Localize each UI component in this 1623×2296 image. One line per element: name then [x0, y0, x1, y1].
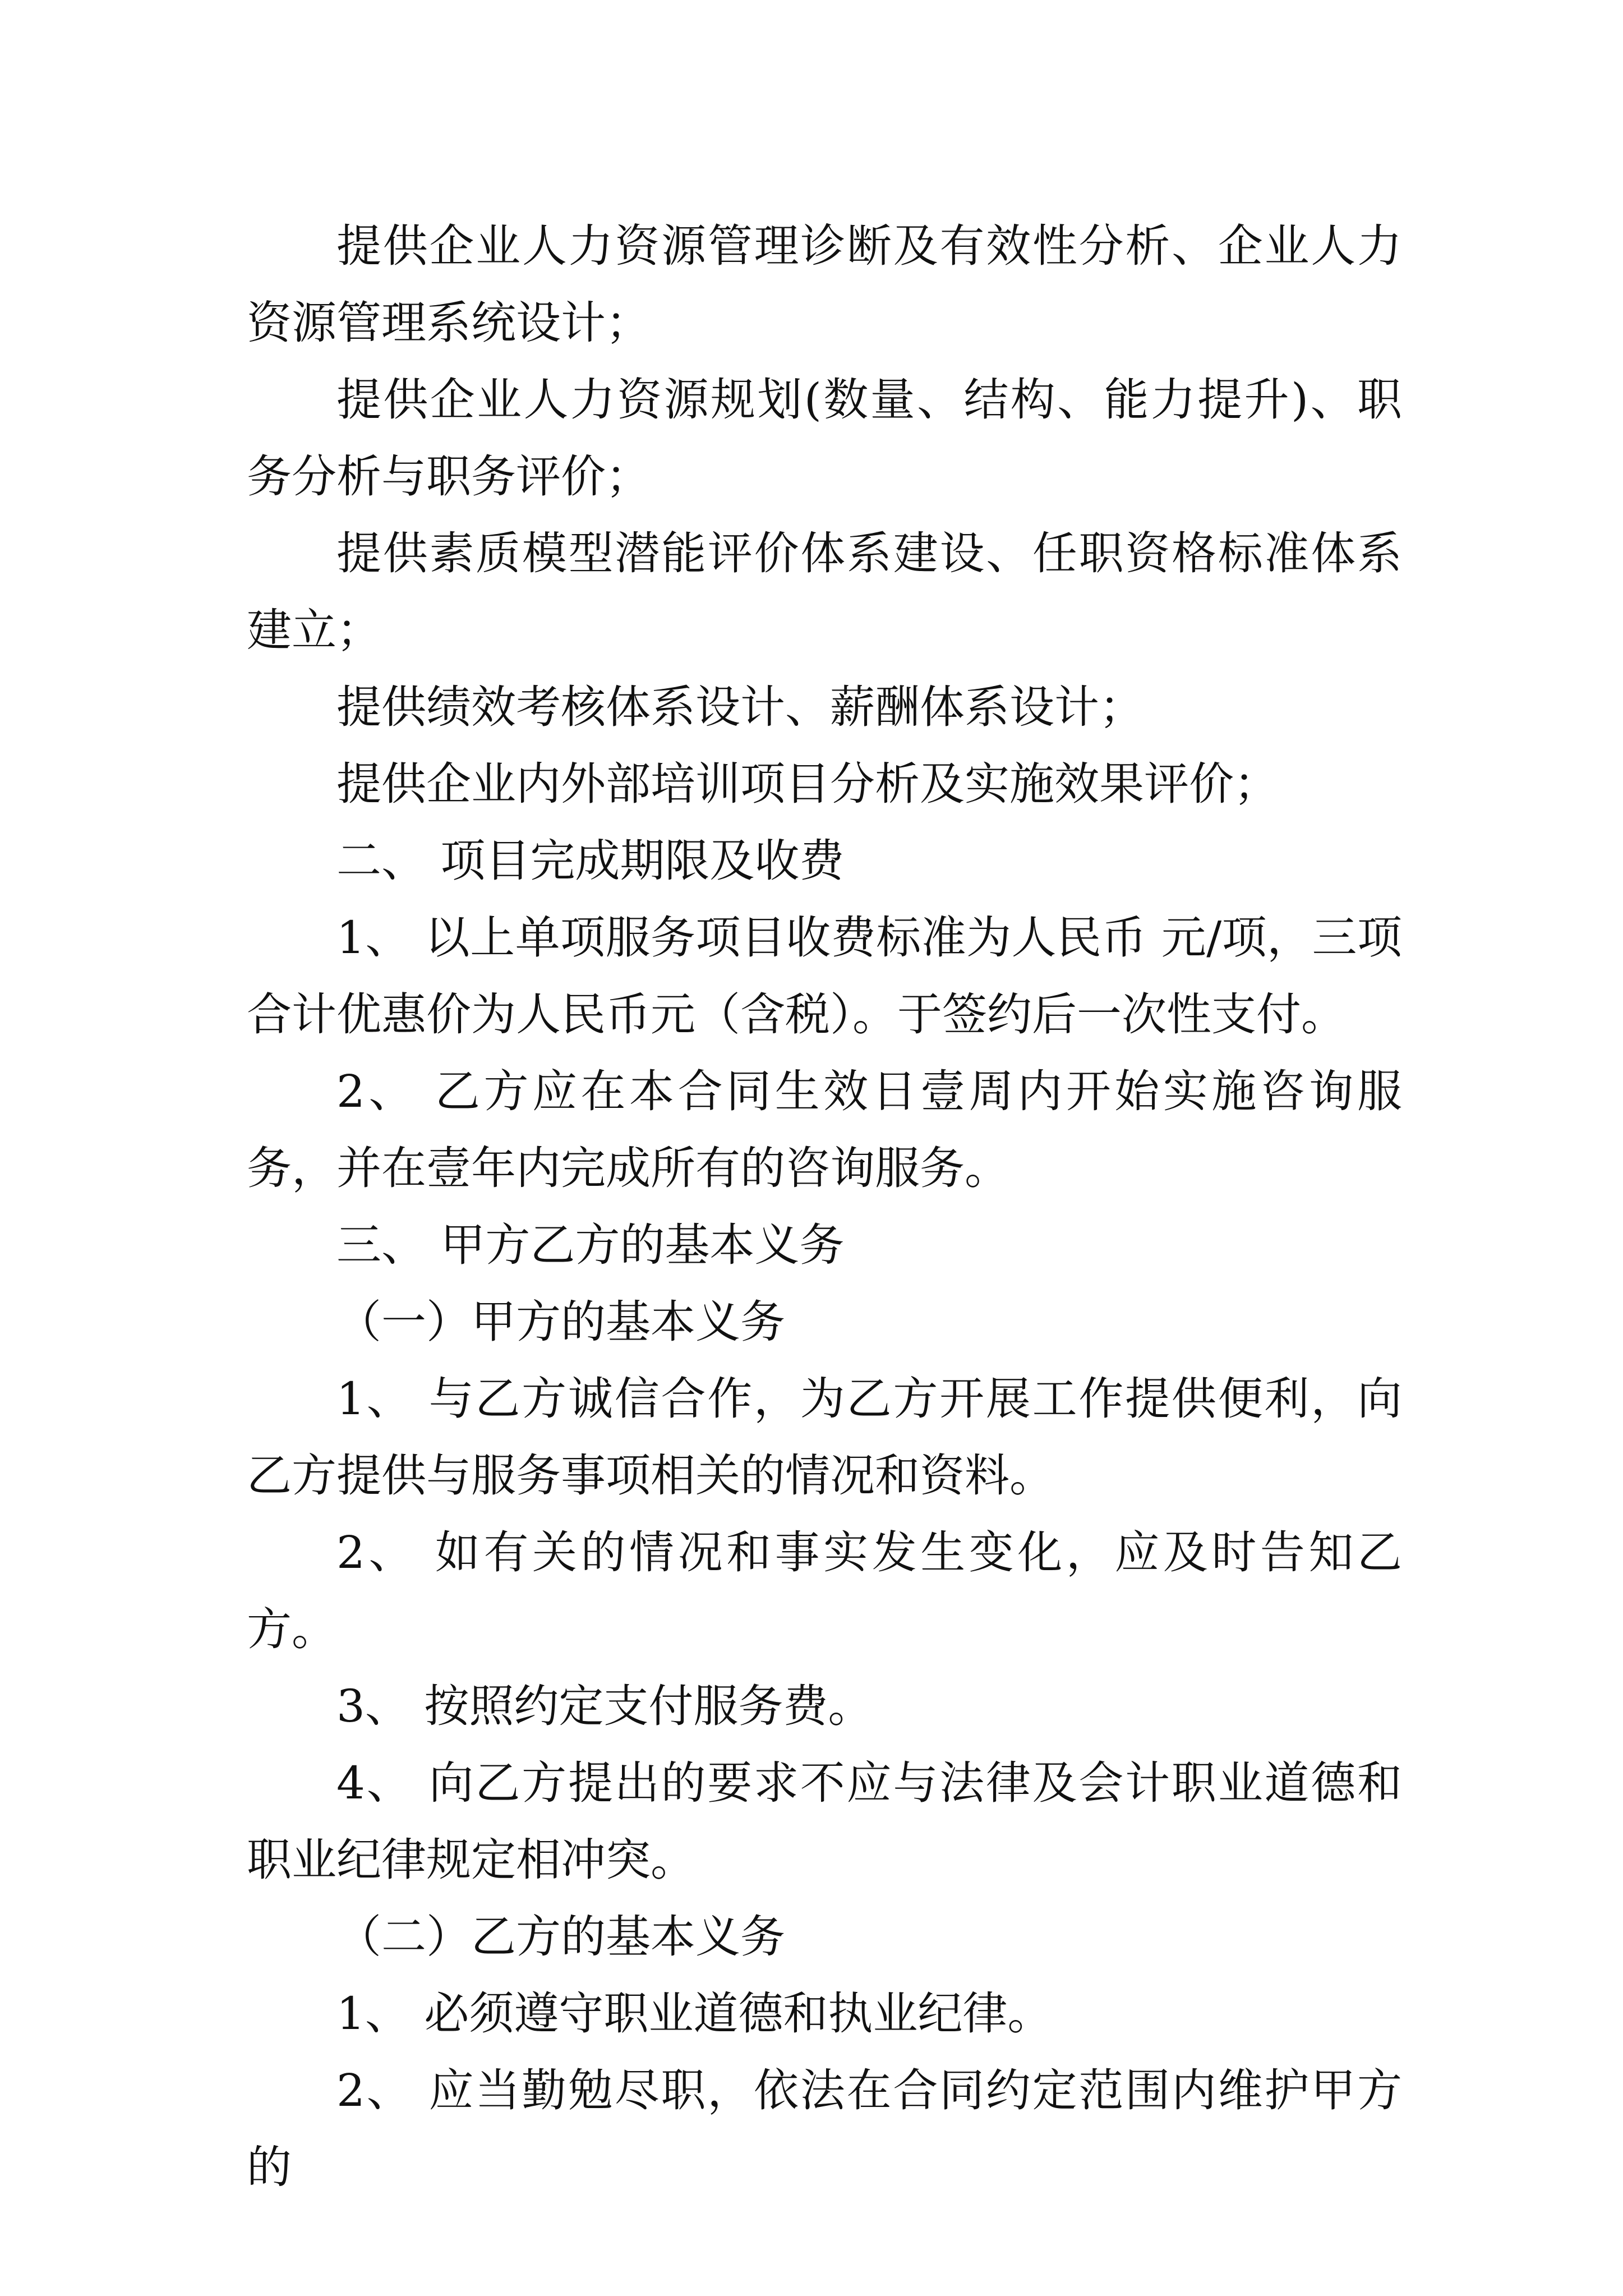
paragraph-hr-diagnosis: 提供企业人力资源管理诊断及有效性分析、企业人力资源管理系统设计；	[247, 220, 1402, 349]
section-heading-3: 三、 甲方乙方的基本义务	[336, 1219, 845, 1271]
clause-party-a-notify: 2、 如有关的情况和事实发生变化，应及时告知乙方。	[247, 1526, 1402, 1655]
paragraph-hr-planning: 提供企业人力资源规划(数量、结构、能力提升)、职务分析与职务评价；	[247, 374, 1402, 503]
clause-party-a-cooperation: 1、 与乙方诚信合作，为乙方开展工作提供便利，向乙方提供与服务事项相关的情况和资料。	[247, 1373, 1402, 1502]
clause-service-period: 2、 乙方应在本合同生效日壹周内开始实施咨询服务，并在壹年内完成所有的咨询服务。	[247, 1065, 1402, 1194]
subsection-heading-party-a: （一）甲方的基本义务	[336, 1296, 785, 1348]
document-body	[247, 208, 1402, 2206]
clause-party-a-payment: 3、 按照约定支付服务费。	[336, 1680, 873, 1732]
clause-party-b-ethics: 1、 必须遵守职业道德和执业纪律。	[336, 1987, 1053, 2040]
subsection-heading-party-b: （二）乙方的基本义务	[336, 1911, 785, 1963]
clause-fee-standard: 1、 以上单项服务项目收费标准为人民币 元/项，三项合计优惠价为人民币元（含税）。于签约后一次性支付。	[247, 912, 1402, 1041]
section-heading-2: 二、 项目完成期限及收费	[336, 835, 845, 887]
clause-party-a-requirements: 4、 向乙方提出的要求不应与法律及会计职业道德和职业纪律规定相冲突。	[247, 1757, 1402, 1886]
clause-party-b-diligence: 2、 应当勤勉尽职，依法在合同约定范围内维护甲方的	[247, 2064, 1402, 2193]
paragraph-performance-salary: 提供绩效考核体系设计、薪酬体系设计；	[336, 681, 1144, 733]
paragraph-competency-model: 提供素质模型潜能评价体系建设、任职资格标准体系建立；	[247, 527, 1402, 656]
paragraph-training-evaluation: 提供企业内外部培训项目分析及实施效果评价；	[336, 758, 1279, 810]
